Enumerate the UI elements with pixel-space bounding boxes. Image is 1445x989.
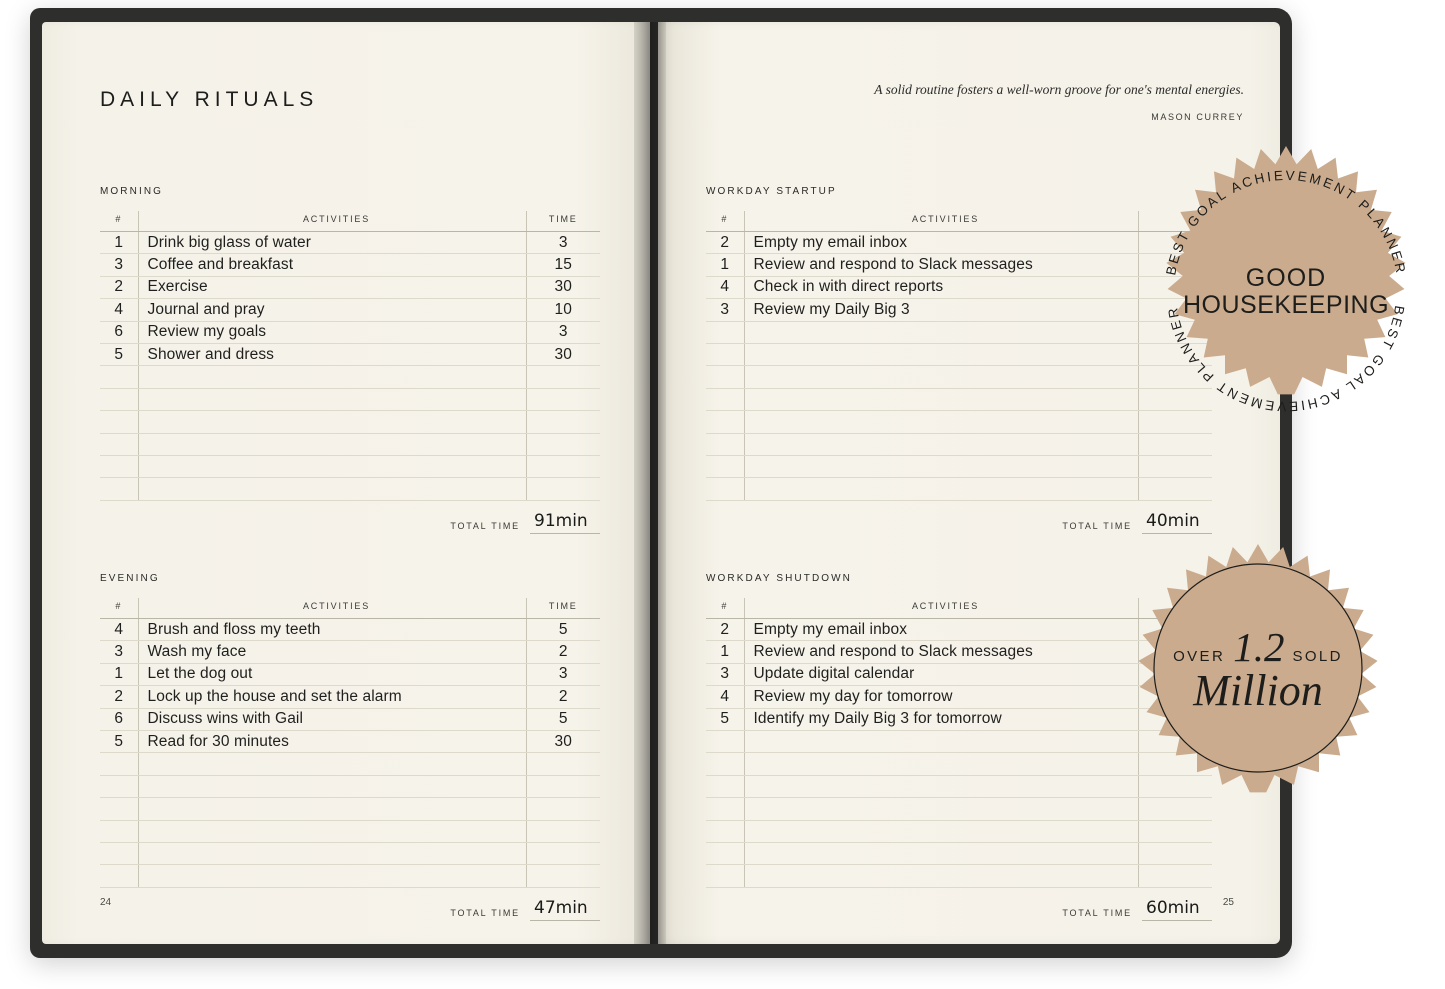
- section-label: EVENING: [100, 573, 160, 584]
- total-time-row: [100, 898, 600, 921]
- cell-time: 30: [526, 730, 600, 752]
- cell-number: [706, 753, 744, 775]
- epigraph-quote: A solid routine fosters a well-worn groove for one's mental energies.: [874, 82, 1244, 97]
- cell-activity: [744, 343, 1138, 365]
- table-row[interactable]: [706, 478, 1212, 500]
- total-time-label: TOTAL TIME: [1062, 907, 1132, 918]
- cell-activity: Review my Daily Big 3: [744, 299, 1138, 321]
- cell-time: 5: [526, 708, 600, 730]
- cell-number: 3: [100, 641, 138, 663]
- table-row[interactable]: [100, 753, 600, 775]
- cell-number: [100, 798, 138, 820]
- cell-number: 2: [100, 276, 138, 298]
- table-row[interactable]: [100, 730, 600, 752]
- cell-number: [706, 321, 744, 343]
- table-row[interactable]: [100, 478, 600, 500]
- table-row[interactable]: [100, 276, 600, 298]
- section-morning: [100, 186, 600, 534]
- page-left: [42, 22, 650, 944]
- page-number-left: 24: [100, 897, 112, 908]
- table-row[interactable]: [100, 455, 600, 477]
- cell-activity: [744, 455, 1138, 477]
- table-row[interactable]: [100, 232, 600, 254]
- cell-time: 10: [526, 299, 600, 321]
- cell-number: [100, 820, 138, 842]
- total-time-label: TOTAL TIME: [450, 907, 520, 918]
- section-evening: [100, 573, 600, 921]
- column-header-time: TIME: [526, 211, 600, 232]
- cell-number: [706, 775, 744, 797]
- cell-activity: [138, 775, 526, 797]
- cell-activity: [744, 730, 1138, 752]
- cell-number: [706, 865, 744, 887]
- seal-center-label: [1108, 540, 1408, 840]
- cell-time: [1138, 478, 1212, 500]
- cell-time: [526, 478, 600, 500]
- ritual-table-morning: [100, 211, 600, 501]
- table-body: [100, 232, 600, 501]
- cell-activity: [744, 366, 1138, 388]
- cell-number: [100, 842, 138, 864]
- cell-time: 15: [526, 254, 600, 276]
- table-row[interactable]: [100, 798, 600, 820]
- cell-activity: [138, 478, 526, 500]
- cell-number: 4: [100, 619, 138, 641]
- page-title: DAILY RITUALS: [100, 88, 319, 111]
- page-number-right: 25: [1222, 897, 1234, 908]
- cell-number: 2: [100, 686, 138, 708]
- cell-activity: Journal and pray: [138, 299, 526, 321]
- seal-number-row: [1173, 623, 1343, 671]
- cell-activity: [744, 433, 1138, 455]
- cell-time: 2: [526, 641, 600, 663]
- table-row[interactable]: [706, 842, 1212, 864]
- cell-activity: Drink big glass of water: [138, 232, 526, 254]
- cell-number: 3: [100, 254, 138, 276]
- cell-number: [706, 388, 744, 410]
- cell-number: 1: [100, 663, 138, 685]
- epigraph-attribution: MASON CURREY: [1151, 112, 1244, 122]
- cell-activity: Wash my face: [138, 641, 526, 663]
- cell-time: [526, 388, 600, 410]
- cell-number: 4: [100, 299, 138, 321]
- cell-number: [706, 820, 744, 842]
- cell-activity: [744, 388, 1138, 410]
- cell-activity: Brush and floss my teeth: [138, 619, 526, 641]
- total-time-value[interactable]: 40min: [1142, 511, 1212, 534]
- cell-activity: Exercise: [138, 276, 526, 298]
- cell-time: 30: [526, 343, 600, 365]
- column-header-activities: ACTIVITIES: [138, 598, 526, 619]
- cell-number: 1: [706, 254, 744, 276]
- table-row[interactable]: [100, 619, 600, 641]
- cell-time: [526, 865, 600, 887]
- cell-time: [1138, 455, 1212, 477]
- cell-time: 3: [526, 663, 600, 685]
- table-row[interactable]: [100, 299, 600, 321]
- table-header-row: [100, 598, 600, 619]
- cell-activity: [138, 798, 526, 820]
- table-row[interactable]: [100, 321, 600, 343]
- cell-number: 6: [100, 708, 138, 730]
- table-row[interactable]: [100, 686, 600, 708]
- cell-number: 1: [706, 641, 744, 663]
- cell-number: [706, 842, 744, 864]
- notebook: [30, 8, 1292, 958]
- cell-time: [526, 455, 600, 477]
- cell-number: [100, 775, 138, 797]
- total-time-row: [706, 511, 1212, 534]
- column-header-time: TIME: [526, 598, 600, 619]
- cell-number: [100, 478, 138, 500]
- table-row[interactable]: [100, 708, 600, 730]
- cell-activity: [138, 753, 526, 775]
- seal-arc-bottom-text: BEST GOAL ACHIEVEMENT PLANNER: [1164, 304, 1408, 415]
- cell-number: 2: [706, 619, 744, 641]
- cell-activity: [744, 411, 1138, 433]
- cell-number: 1: [100, 232, 138, 254]
- cell-activity: Review my goals: [138, 321, 526, 343]
- table-row[interactable]: [100, 663, 600, 685]
- cell-time: [526, 798, 600, 820]
- seal-number: 1.2: [1233, 624, 1285, 670]
- cell-activity: Read for 30 minutes: [138, 730, 526, 752]
- cell-activity: Discuss wins with Gail: [138, 708, 526, 730]
- column-header-number: #: [706, 211, 744, 232]
- cell-time: [526, 366, 600, 388]
- table-row[interactable]: [100, 433, 600, 455]
- total-time-value[interactable]: 60min: [1142, 898, 1212, 921]
- column-header-number: #: [706, 598, 744, 619]
- ritual-table-evening: [100, 598, 600, 888]
- cell-activity: [744, 478, 1138, 500]
- cell-number: [100, 366, 138, 388]
- total-time-row: [100, 511, 600, 534]
- cell-activity: [138, 366, 526, 388]
- table-row[interactable]: [100, 775, 600, 797]
- cell-time: 2: [526, 686, 600, 708]
- cell-number: [706, 455, 744, 477]
- column-header-number: #: [100, 211, 138, 232]
- column-header-number: #: [100, 598, 138, 619]
- cell-number: [100, 411, 138, 433]
- cell-time: 3: [526, 232, 600, 254]
- cell-number: 4: [706, 276, 744, 298]
- cell-activity: Update digital calendar: [744, 663, 1138, 685]
- cell-time: [1138, 865, 1212, 887]
- total-time-row: [706, 898, 1212, 921]
- table-row[interactable]: [706, 455, 1212, 477]
- cell-activity: [138, 388, 526, 410]
- table-row[interactable]: [706, 865, 1212, 887]
- cell-activity: [138, 865, 526, 887]
- cell-activity: [138, 820, 526, 842]
- cell-activity: Let the dog out: [138, 663, 526, 685]
- cell-number: [706, 730, 744, 752]
- section-label: WORKDAY STARTUP: [706, 186, 837, 197]
- cell-activity: [744, 753, 1138, 775]
- seal-line-2: HOUSEKEEPING: [1182, 291, 1390, 319]
- table-row[interactable]: [100, 388, 600, 410]
- cell-activity: [744, 321, 1138, 343]
- column-header-activities: ACTIVITIES: [744, 211, 1138, 232]
- cell-activity: Empty my email inbox: [744, 232, 1138, 254]
- cell-activity: [744, 865, 1138, 887]
- column-header-activities: ACTIVITIES: [138, 211, 526, 232]
- cell-activity: [744, 842, 1138, 864]
- table-row[interactable]: [100, 343, 600, 365]
- cell-number: [100, 433, 138, 455]
- seal-line-1: GOOD: [1245, 264, 1327, 292]
- cell-time: 5: [526, 619, 600, 641]
- cell-activity: Lock up the house and set the alarm: [138, 686, 526, 708]
- column-header-activities: ACTIVITIES: [744, 598, 1138, 619]
- cell-number: 5: [706, 708, 744, 730]
- cell-activity: [744, 775, 1138, 797]
- cell-time: 30: [526, 276, 600, 298]
- cell-activity: Identify my Daily Big 3 for tomorrow: [744, 708, 1138, 730]
- section-label: WORKDAY SHUTDOWN: [706, 573, 853, 584]
- table-row[interactable]: [100, 366, 600, 388]
- cell-activity: [138, 433, 526, 455]
- table-header-row: [100, 211, 600, 232]
- cell-number: [100, 455, 138, 477]
- cell-number: [706, 343, 744, 365]
- cell-number: 6: [100, 321, 138, 343]
- cell-time: 3: [526, 321, 600, 343]
- cell-number: [706, 478, 744, 500]
- cell-number: [706, 366, 744, 388]
- cell-activity: Coffee and breakfast: [138, 254, 526, 276]
- table-row[interactable]: [100, 865, 600, 887]
- cell-activity: [138, 842, 526, 864]
- table-row[interactable]: [100, 820, 600, 842]
- cell-time: [526, 753, 600, 775]
- seal-over-label: OVER: [1173, 648, 1226, 665]
- cell-activity: Empty my email inbox: [744, 619, 1138, 641]
- cell-time: [1138, 842, 1212, 864]
- total-time-label: TOTAL TIME: [450, 520, 520, 531]
- table-row[interactable]: [100, 641, 600, 663]
- total-time-value[interactable]: 91min: [530, 511, 600, 534]
- cell-activity: Shower and dress: [138, 343, 526, 365]
- cell-number: 4: [706, 686, 744, 708]
- seal-good-housekeeping: [1136, 142, 1436, 442]
- cell-time: [526, 842, 600, 864]
- cell-number: [706, 798, 744, 820]
- cell-activity: Review and respond to Slack messages: [744, 641, 1138, 663]
- cell-activity: [744, 820, 1138, 842]
- cell-number: 2: [706, 232, 744, 254]
- table-row[interactable]: [100, 254, 600, 276]
- cell-number: [706, 433, 744, 455]
- cell-activity: Review and respond to Slack messages: [744, 254, 1138, 276]
- cell-time: [526, 775, 600, 797]
- cell-number: 3: [706, 299, 744, 321]
- table-row[interactable]: [100, 842, 600, 864]
- seal-sold-label: SOLD: [1292, 648, 1343, 665]
- cell-activity: Check in with direct reports: [744, 276, 1138, 298]
- cell-number: 5: [100, 343, 138, 365]
- cell-number: 3: [706, 663, 744, 685]
- cell-activity: [138, 411, 526, 433]
- table-row[interactable]: [100, 411, 600, 433]
- cell-activity: Review my day for tomorrow: [744, 686, 1138, 708]
- cell-number: [100, 753, 138, 775]
- total-time-label: TOTAL TIME: [1062, 520, 1132, 531]
- seal-arc-top-text: BEST GOAL ACHIEVEMENT PLANNER: [1163, 167, 1409, 277]
- cell-activity: [138, 455, 526, 477]
- table-body: [100, 619, 600, 888]
- cell-number: 5: [100, 730, 138, 752]
- cell-activity: [744, 798, 1138, 820]
- seal-copies-sold: [1108, 540, 1408, 840]
- cell-number: [100, 388, 138, 410]
- cell-number: [100, 865, 138, 887]
- cell-time: [526, 433, 600, 455]
- cell-number: [706, 411, 744, 433]
- seal-million-word: Million: [1193, 666, 1323, 715]
- cell-time: [526, 411, 600, 433]
- cell-time: [526, 820, 600, 842]
- section-label: MORNING: [100, 186, 164, 197]
- seal-center-label: [1136, 142, 1436, 442]
- total-time-value[interactable]: 47min: [530, 898, 600, 921]
